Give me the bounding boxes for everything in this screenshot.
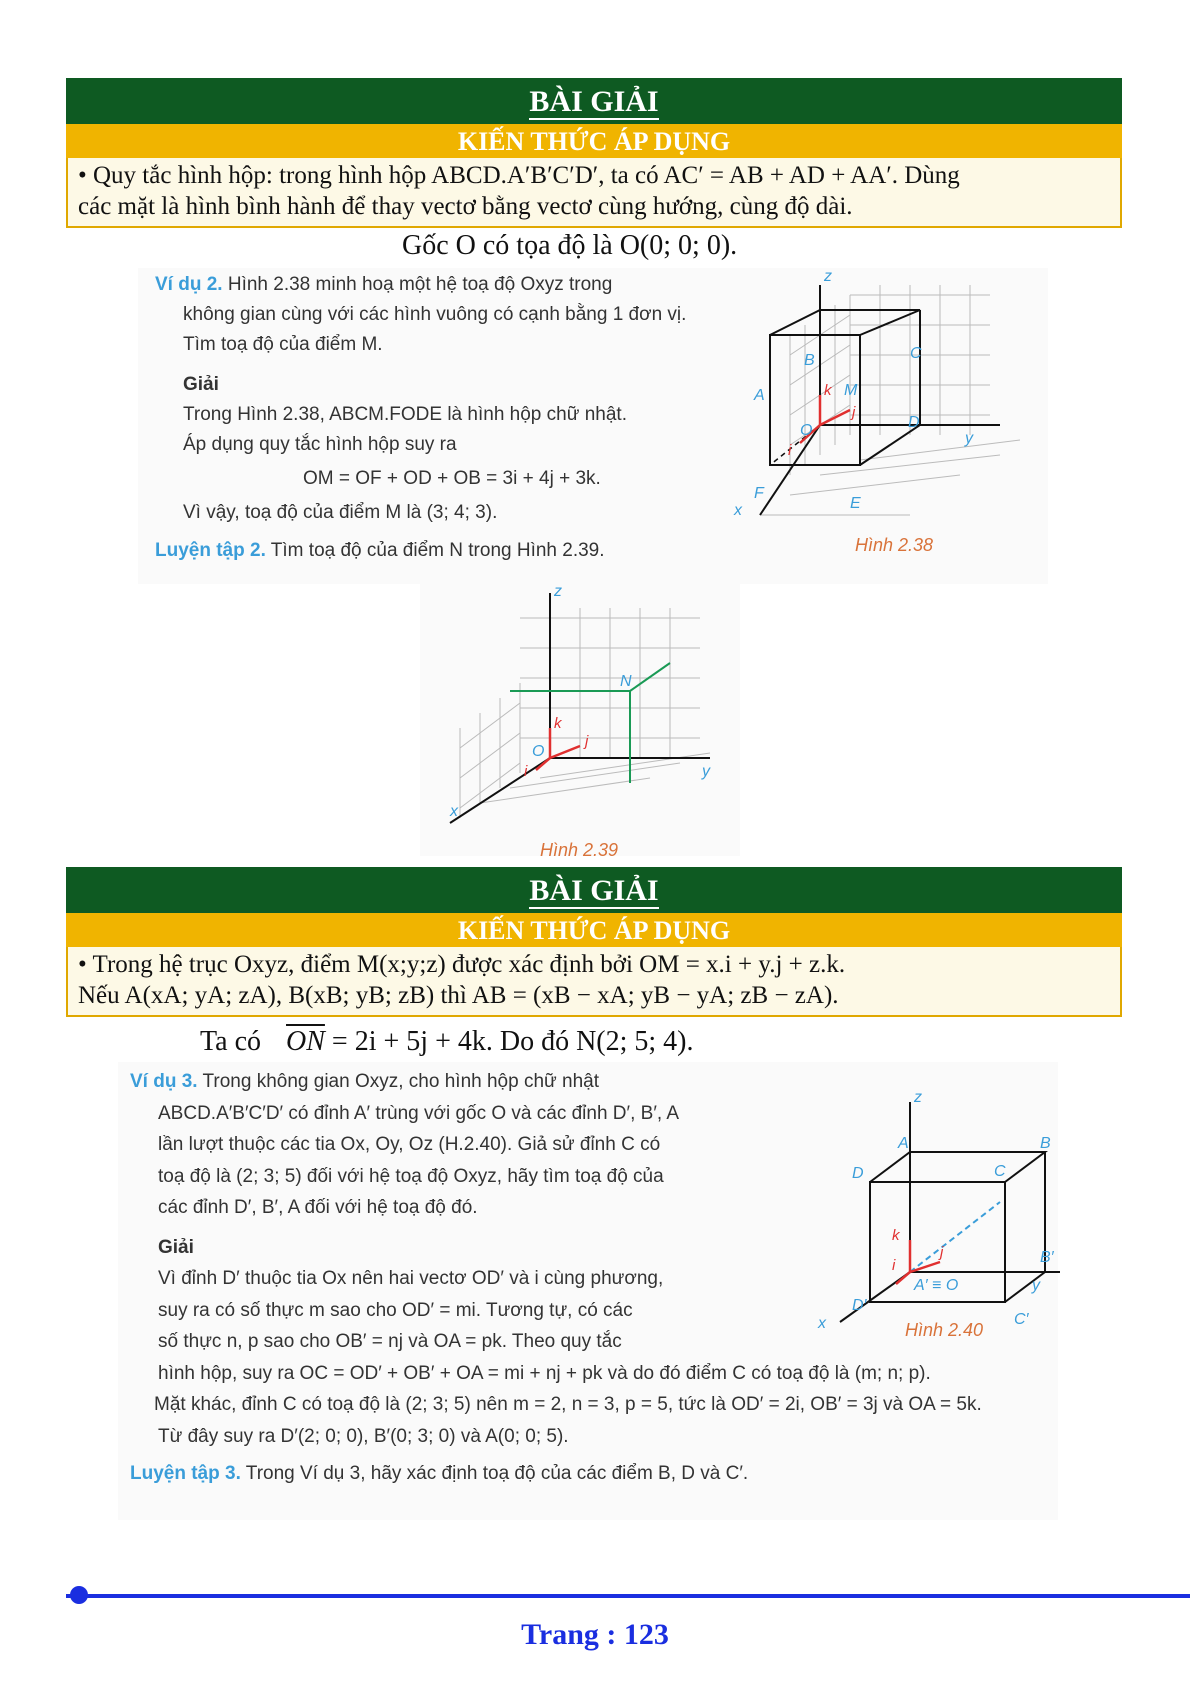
example2-label: Ví dụ 2. (155, 274, 223, 295)
knowledge-note: • Quy tắc hình hộp: trong hình hộp ABCD.A′B′C′D′, ta có AC′ = AB + AD + AA′. Dùng các mặt là hình bình hành để thay vectơ bằng vectơ cùng hướng, cùng độ dài. (66, 158, 1122, 228)
fig-label: B (804, 352, 815, 369)
example3-line: ABCD.A′B′C′D′ có đỉnh A′ trùng với gốc O và các đỉnh D′, B′, A (158, 1102, 680, 1124)
fig-label: A′ ≡ O (914, 1277, 959, 1294)
solution-title: BÀI GIẢI (66, 78, 1122, 124)
fig-label: k (824, 382, 832, 399)
figure-2-40-caption: Hình 2.40 (905, 1320, 984, 1340)
answer-n: Ta có $\overline{ON} = 2i + 5j + 4k$. Do đó N(2; 5; 4). (200, 1026, 694, 1057)
example2-text (155, 270, 745, 566)
knowledge-subtitle: KIẾN THỨC ÁP DỤNG (66, 913, 1122, 947)
fig-label: x (818, 1315, 826, 1332)
solution-line: Từ đây suy ra D′(2; 0; 0), B′(0; 3; 0) và A(0; 0; 5). (158, 1425, 569, 1447)
knowledge-subtitle: KIẾN THỨC ÁP DỤNG (66, 124, 1122, 158)
fig-label: i (788, 442, 792, 459)
fig-label: i (892, 1257, 896, 1274)
example2-line: Hình 2.38 minh hoạ một hệ toạ độ Oxyz trong (227, 274, 613, 295)
practice3-label: Luyện tập 3. (130, 1463, 241, 1484)
solution-line: Mặt khác, đỉnh C có toạ độ là (2; 3; 5) nên m = 2, n = 3, p = 5, tức là OD′ = 2i, OB′ = 3j và OA = 5k. (154, 1394, 982, 1415)
example2-line: không gian cùng với các hình vuông có cạnh bằng 1 đơn vị. (183, 304, 687, 325)
figure-2-39 (440, 583, 740, 848)
example3-line: toạ độ là (2; 3; 5) đối với hệ toạ độ Oxyz, hãy tìm toạ độ của (158, 1165, 664, 1187)
fig-label: z (554, 583, 562, 600)
solution-line: Trong Hình 2.38, ABCM.FODE là hình hộp chữ nhật. (183, 404, 627, 425)
solution-title: BÀI GIẢI (66, 867, 1122, 913)
fig-label: k (892, 1227, 900, 1244)
knowledge-note: • Trong hệ trục Oxyz, điểm M(x;y;z) được xác định bởi OM = x.i + y.j + z.k. Nếu A(xA; yA; zA), B(xB; yB; zB) thì AB = (xB − xA; yB − yA; zB − zA). (66, 947, 1122, 1017)
figure-2-40 (800, 1089, 1054, 1332)
fig-label: N (620, 673, 632, 690)
fig-label: k (554, 715, 562, 732)
figure-2-38-caption: Hình 2.38 (855, 535, 934, 555)
solution-line: số thực n, p sao cho OB′ = nj và OA = pk. Theo quy tắc (158, 1331, 622, 1352)
practice2-label: Luyện tập 2. (155, 540, 266, 561)
solution-header-1 (66, 78, 1122, 228)
figure-2-38 (734, 268, 1050, 575)
solution-heading: Giải (158, 1236, 194, 1258)
solution-line: hình hộp, suy ra OC = OD′ + OB′ + OA = mi + nj + pk và do đó điểm C có toạ độ là (m; n; p). (158, 1362, 931, 1384)
fig-label: B′ (1040, 1249, 1054, 1266)
solution-line: Áp dụng quy tắc hình hộp suy ra (183, 434, 457, 455)
solution-line: Vì vậy, toạ độ của điểm M là (3; 4; 3). (183, 502, 498, 523)
fig-label: y (965, 430, 973, 447)
fig-label: y (702, 763, 710, 780)
footer-dot (70, 1586, 88, 1604)
fig-label: z (824, 268, 832, 285)
axes (760, 425, 1000, 515)
fig-label: A (754, 387, 765, 404)
example3-label: Ví dụ 3. (130, 1071, 198, 1092)
fig-label: D′ (852, 1297, 867, 1314)
fig-label: F (754, 485, 764, 502)
practice2-text: Tìm toạ độ của điểm N trong Hình 2.39. (270, 540, 605, 561)
fig-label: i (524, 763, 528, 780)
example3-line: các đỉnh D′, B′, A đối với hệ toạ độ đó. (158, 1197, 478, 1218)
fig-label: D (908, 414, 920, 431)
example3-line: Trong không gian Oxyz, cho hình hộp chữ nhật (202, 1071, 600, 1092)
answer-origin: Gốc O có tọa độ là O(0; 0; 0). (402, 230, 738, 261)
fig-label: D (852, 1165, 864, 1182)
solution-heading: Giải (183, 374, 219, 395)
fig-label: C′ (1014, 1311, 1029, 1328)
fig-label: E (850, 495, 861, 512)
footer-divider (66, 1594, 1190, 1598)
figure-2-39-caption: Hình 2.39 (540, 840, 619, 860)
fig-label: O (800, 422, 813, 439)
fig-label: y (1032, 1277, 1040, 1294)
page-number: Trang : 123 (521, 1618, 669, 1651)
fig-label: B (1040, 1135, 1051, 1152)
practice3-text: Trong Ví dụ 3, hãy xác định toạ độ của các điểm B, D và C′. (245, 1463, 749, 1484)
fig-label: j (585, 733, 589, 750)
fig-label: C (994, 1163, 1006, 1180)
fig-label: z (914, 1089, 922, 1106)
fig-label: O (532, 743, 545, 760)
fig-label: x (450, 803, 458, 820)
example2-line: Tìm toạ độ của điểm M. (183, 334, 383, 355)
fig-label: M (844, 382, 858, 399)
fig-label: j (940, 1244, 944, 1261)
fig-label: j (852, 404, 856, 421)
fig-label: A (898, 1135, 909, 1152)
solution-line: suy ra có số thực m sao cho OD′ = mi. Tương tự, có các (158, 1299, 633, 1321)
solution-formula: OM = OF + OD + OB = 3i + 4j + 3k. (303, 468, 601, 489)
example3-line: lần lượt thuộc các tia Ox, Oy, Oz (H.2.40). Giả sử đỉnh C có (158, 1134, 661, 1155)
fig-label: x (734, 502, 742, 519)
solution-line: Vì đỉnh D′ thuộc tia Ox nên hai vectơ OD′ và i cùng phương, (158, 1268, 664, 1289)
fig-label: C (910, 345, 922, 362)
solution-header-2 (66, 867, 1122, 1017)
